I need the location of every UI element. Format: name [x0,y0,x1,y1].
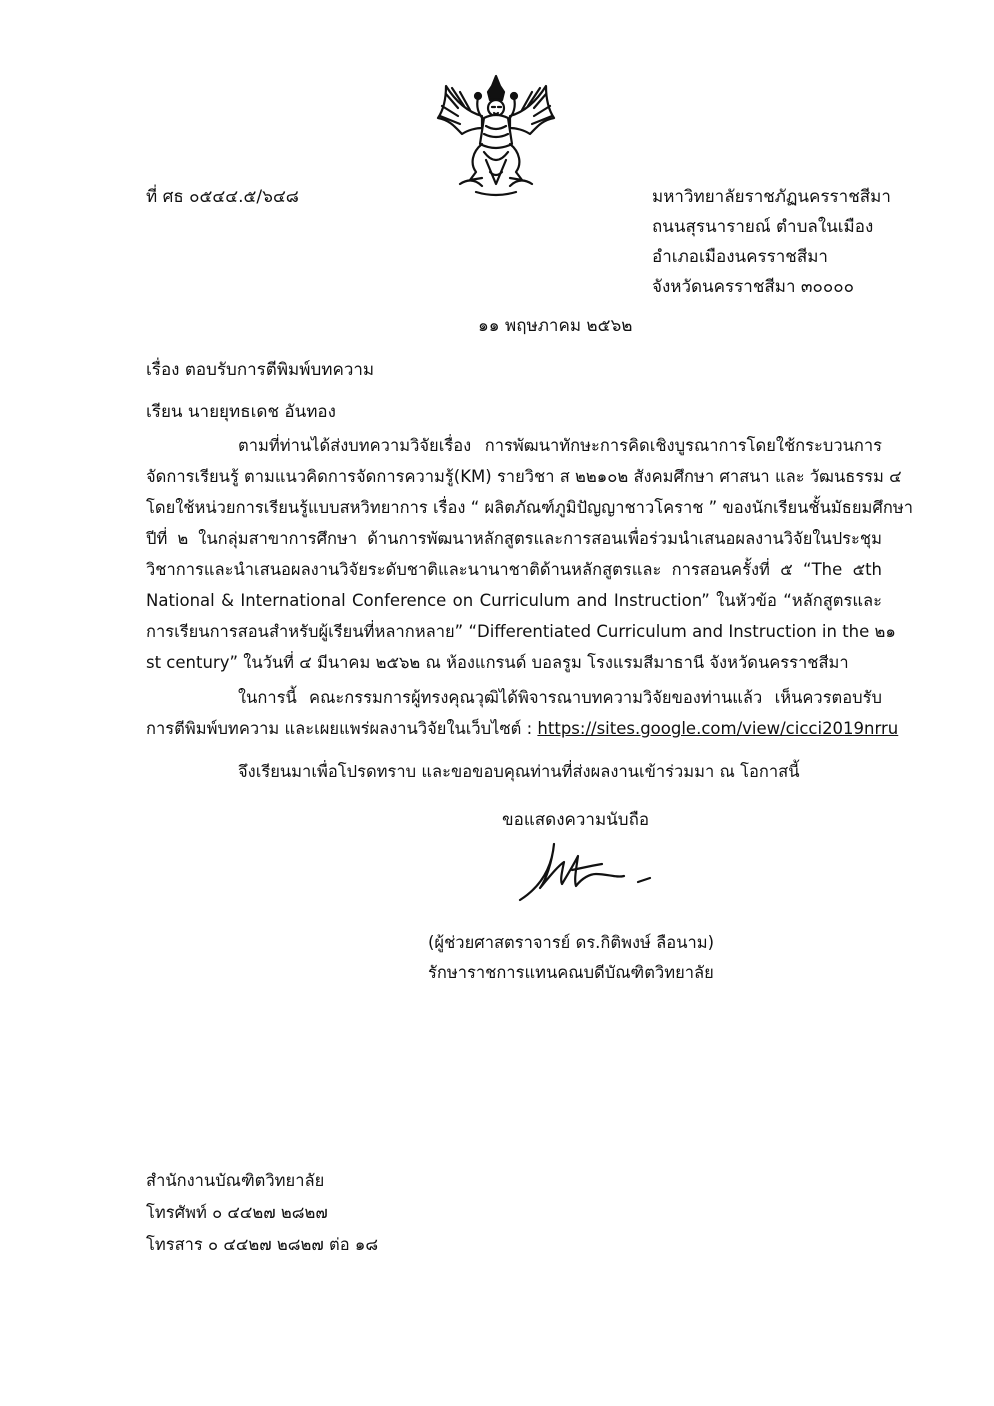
closing-salutation: ขอแสดงความนับถือ [502,810,650,830]
signature-image [512,836,662,908]
body-line: ปีที่ ๒ ในกลุ่มสาขาการศึกษา ด้านการพัฒนาหลักสูตรและการสอนเพื่อร่วมนำเสนอผลงานวิจัยในประชุม [146,529,882,548]
body-line: จึงเรียนมาเพื่อโปรดทราบ และขอขอบคุณท่านที่ส่งผลงานเข้าร่วมมา ณ โอกาสนี้ [238,762,800,781]
letter-recipient: เรียน นายยุทธเดช อันทอง [146,402,336,422]
body-line: โดยใช้หน่วยการเรียนรู้แบบสหวิทยาการ เรื่อง “ ผลิตภัณฑ์ภูมิปัญญาชาวโคราช ” ของนักเรียนชั้นมัธยมศึกษา [146,498,914,517]
signer-name: (ผู้ช่วยศาสตราจารย์ ดร.กิติพงษ์ ลือนาม) [428,933,715,952]
body-paragraph-3 [146,756,882,787]
body-line: National & International Conference on Curriculum and Instruction” ในหัวข้อ “หลักสูตรและ [146,591,882,610]
footer-phone: โทรศัพท์ ๐ ๔๔๒๗ ๒๘๒๗ [146,1203,328,1222]
website-link[interactable]: https://sites.google.com/view/cicci2019nrru [537,719,899,738]
sender-address-line: มหาวิทยาลัยราชภัฏนครราชสีมา [652,187,891,207]
body-paragraph-1 [146,430,914,678]
body-line: ตามที่ท่านได้ส่งบทความวิจัยเรื่อง การพัฒนาทักษะการคิดเชิงบูรณาการโดยใช้กระบวนการ [238,436,882,455]
footer-fax: โทรสาร ๐ ๔๔๒๗ ๒๘๒๗ ต่อ ๑๘ [146,1235,379,1254]
body-line: จัดการเรียนรู้ ตามแนวคิดการจัดการความรู้(KM) รายวิชา ส ๒๒๑๐๒ สังคมศึกษา ศาสนา และ วัฒนธรรม ๔ [146,467,902,486]
body-line: การเรียนการสอนสำหรับผู้เรียนที่หลากหลาย” “Differentiated Curriculum and Instruction in the ๒๑ [146,622,896,641]
letter-date: ๑๑ พฤษภาคม ๒๕๖๒ [478,316,633,336]
garuda-emblem [432,72,560,204]
document-reference-number: ที่ ศธ ๐๕๔๔.๕/๖๔๘ [146,187,299,207]
signer-position: รักษาราชการแทนคณบดีบัณฑิตวิทยาลัย [428,963,714,982]
body-line [146,713,899,744]
body-line: วิชาการและนำเสนอผลงานวิจัยระดับชาติและนานาชาติด้านหลักสูตรและ การสอนครั้งที่ ๕ “The ๕th [146,560,882,579]
footer-office: สำนักงานบัณฑิตวิทยาลัย [146,1171,325,1190]
sender-address-line: จังหวัดนครราชสีมา ๓๐๐๐๐ [652,277,855,297]
body-line: ในการนี้ คณะกรรมการผู้ทรงคุณวุฒิได้พิจารณาบทความวิจัยของท่านแล้ว เห็นควรตอบรับ [238,688,882,707]
body-line-text: การตีพิมพ์บทความ และเผยแพร่ผลงานวิจัยในเว็บไซต์ : [146,719,538,738]
body-line: st century” ในวันที่ ๔ มีนาคม ๒๕๖๒ ณ ห้องแกรนด์ บอลรูม โรงแรมสีมาธานี จังหวัดนครราชสีมา [146,653,849,672]
sender-address-line: อำเภอเมืองนครราชสีมา [652,247,828,267]
sender-address-line: ถนนสุรนารายณ์ ตำบลในเมือง [652,217,874,237]
letter-subject: เรื่อง ตอบรับการตีพิมพ์บทความ [146,360,375,380]
body-paragraph-2 [146,682,899,744]
